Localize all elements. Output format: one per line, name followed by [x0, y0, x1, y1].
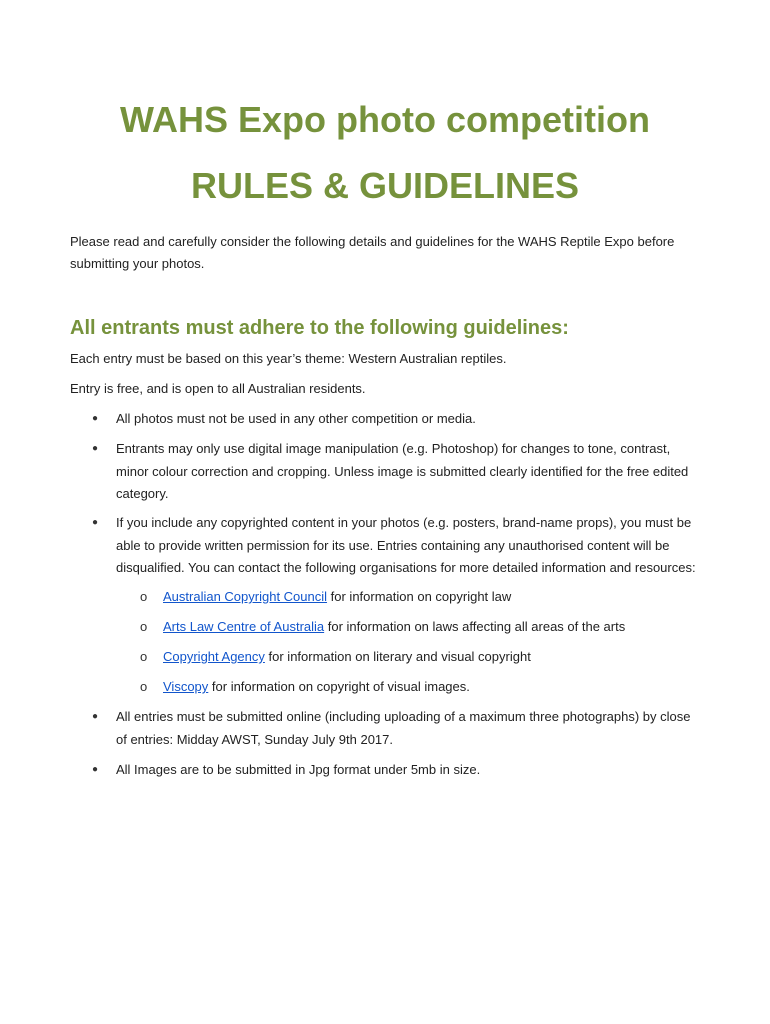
- bullet-icon: ●: [92, 711, 99, 722]
- section-heading: All entrants must adhere to the following guidelines:: [70, 317, 569, 339]
- intro-paragraph: Please read and carefully consider the following details and guidelines for the WAHS Reptile Expo before submitting your photos.: [70, 234, 675, 271]
- document-subtitle: RULES & GUIDELINES: [190, 165, 580, 206]
- bullet-icon: ●: [92, 764, 99, 775]
- resource-text: [163, 646, 531, 668]
- list-item-text: Entrants may only use digital image manipulation (e.g. Photoshop) for changes to tone, contrast, minor colour correction and cropping. Unless image is submitted clearly identified for the free edited category.: [116, 441, 689, 501]
- list-item-text: All Images are to be submitted in Jpg format under 5mb in size.: [116, 762, 481, 777]
- link-viscopy[interactable]: Viscopy: [163, 679, 209, 694]
- document-title: WAHS Expo photo competition: [120, 99, 650, 140]
- eligibility-paragraph: Entry is free, and is open to all Australian residents.: [70, 381, 366, 396]
- bullet-icon: ●: [92, 517, 99, 528]
- sub-bullet-icon: o: [140, 649, 148, 664]
- list-item-text: If you include any copyrighted content in your photos (e.g. posters, brand-name props), you must be able to provide written permission for its use. Entries containing any unauthorised content will be disqualified. You can contact the following organisations for more detailed information and resources:: [116, 515, 696, 575]
- list-item-text: All entries must be submitted online (including uploading of a maximum three photographs) by close of entries: Midday AWST, Sunday July 9th 2017.: [116, 709, 691, 747]
- bullet-icon: ●: [92, 443, 99, 454]
- link-arts-law-centre[interactable]: Arts Law Centre of Australia: [163, 619, 325, 634]
- bullet-icon: ●: [92, 413, 99, 424]
- resource-text: [163, 586, 511, 608]
- sub-bullet-icon: o: [140, 679, 148, 694]
- resource-description: for information on copyright law: [327, 589, 512, 604]
- resource-description: for information on copyright of visual images.: [208, 679, 470, 694]
- sub-bullet-icon: o: [140, 619, 148, 634]
- link-australian-copyright-council[interactable]: Australian Copyright Council: [163, 589, 328, 604]
- resource-text: [163, 676, 470, 698]
- resource-text: [163, 616, 625, 638]
- theme-paragraph: Each entry must be based on this year’s theme: Western Australian reptiles.: [70, 351, 507, 366]
- list-item-text: All photos must not be used in any other competition or media.: [116, 411, 476, 426]
- resource-description: for information on laws affecting all areas of the arts: [324, 619, 626, 634]
- link-copyright-agency[interactable]: Copyright Agency: [163, 649, 265, 664]
- sub-bullet-icon: o: [140, 589, 148, 604]
- resource-description: for information on literary and visual copyright: [264, 649, 531, 664]
